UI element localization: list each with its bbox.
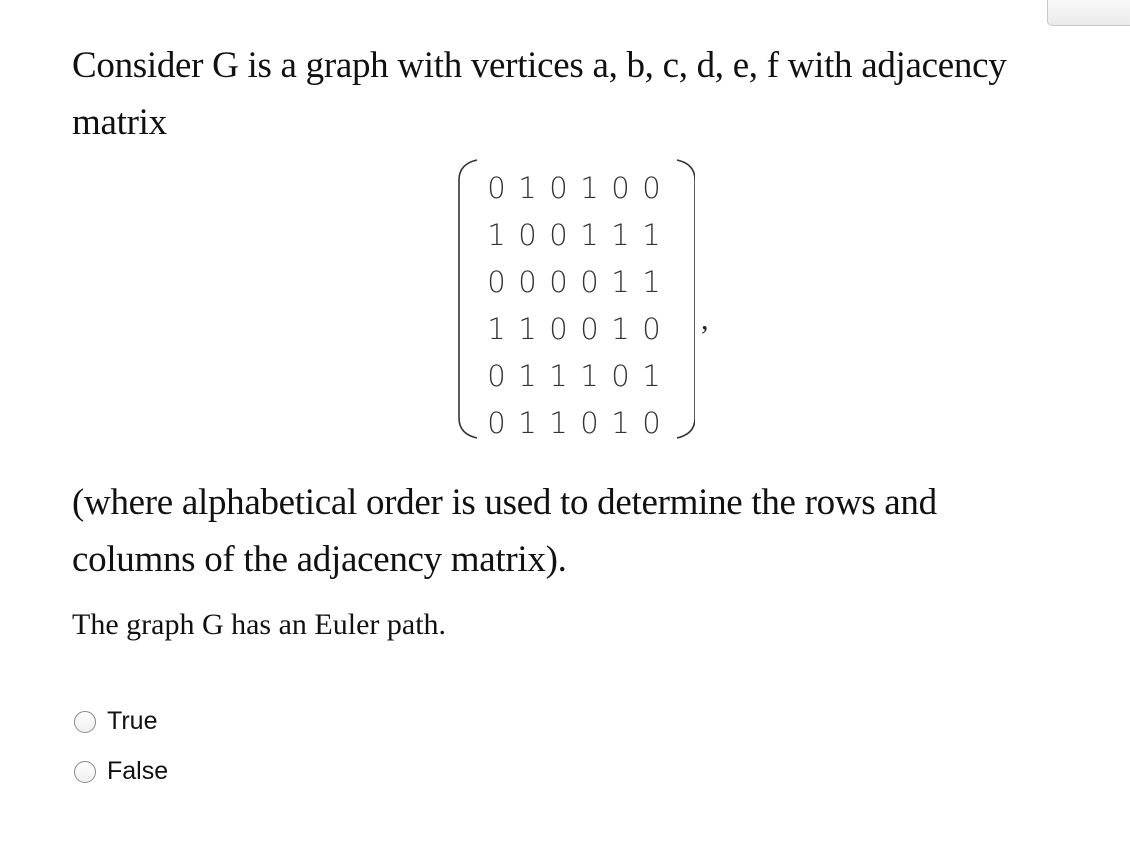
matrix-cell: 1 (642, 264, 661, 299)
adjacency-matrix (455, 156, 709, 442)
matrix-cell: 0 (611, 358, 630, 393)
matrix-cell: 1 (487, 217, 506, 252)
matrix-cell: 0 (549, 311, 568, 346)
matrix-cell: 1 (580, 358, 599, 393)
matrix-cell: 0 (549, 217, 568, 252)
question-line-2: matrix (72, 102, 167, 143)
matrix-cell: 0 (580, 311, 599, 346)
matrix-cell: 1 (611, 264, 630, 299)
top-right-button[interactable] (1047, 0, 1130, 26)
matrix-row (481, 352, 667, 399)
matrix-row (481, 164, 667, 211)
matrix-cell: 1 (611, 405, 630, 440)
matrix-cell: 1 (580, 170, 599, 205)
matrix-cell: 1 (549, 405, 568, 440)
statement-text: The graph G has an Euler path. (72, 608, 447, 641)
matrix-cell: 0 (580, 405, 599, 440)
matrix-cell: 1 (518, 170, 537, 205)
option-false-label: False (107, 757, 169, 785)
matrix-cell: 1 (518, 311, 537, 346)
matrix-cell: 0 (642, 170, 661, 205)
matrix-cell: 0 (487, 170, 506, 205)
matrix-cell: 0 (518, 264, 537, 299)
radio-false[interactable] (74, 761, 96, 783)
question-line-1: Consider G is a graph with vertices a, b, c, d, e, f with adjacency (72, 45, 1007, 86)
matrix-cell: 0 (487, 358, 506, 393)
matrix-cell: 1 (518, 358, 537, 393)
matrix-cell: 1 (549, 358, 568, 393)
option-true[interactable] (74, 707, 157, 736)
matrix-cell: 0 (580, 264, 599, 299)
matrix-cell: 1 (611, 311, 630, 346)
matrix-cell: 0 (518, 217, 537, 252)
radio-true[interactable] (74, 711, 96, 733)
ordering-note (72, 474, 1072, 588)
matrix-cell: 1 (642, 358, 661, 393)
matrix-cell: 1 (487, 311, 506, 346)
question-prompt (72, 37, 1072, 151)
matrix-cell: 0 (549, 264, 568, 299)
option-false[interactable] (74, 757, 168, 786)
matrix-row (481, 305, 667, 352)
matrix-comma: , (701, 303, 709, 336)
matrix-cell: 0 (611, 170, 630, 205)
matrix-cell: 0 (487, 405, 506, 440)
matrix-row (481, 258, 667, 305)
matrix-cell: 0 (642, 405, 661, 440)
matrix-row (481, 399, 667, 446)
matrix-row (481, 211, 667, 258)
matrix-cell: 0 (549, 170, 568, 205)
matrix-cell: 1 (642, 217, 661, 252)
matrix-cell: 0 (487, 264, 506, 299)
ordering-note-line-1: (where alphabetical order is used to determine the rows and (72, 482, 937, 523)
matrix-cell: 0 (642, 311, 661, 346)
matrix-cell: 1 (611, 217, 630, 252)
matrix-cell: 1 (518, 405, 537, 440)
option-true-label: True (107, 707, 158, 735)
matrix-grid (481, 164, 667, 446)
ordering-note-line-2: columns of the adjacency matrix). (72, 539, 567, 580)
matrix-cell: 1 (580, 217, 599, 252)
